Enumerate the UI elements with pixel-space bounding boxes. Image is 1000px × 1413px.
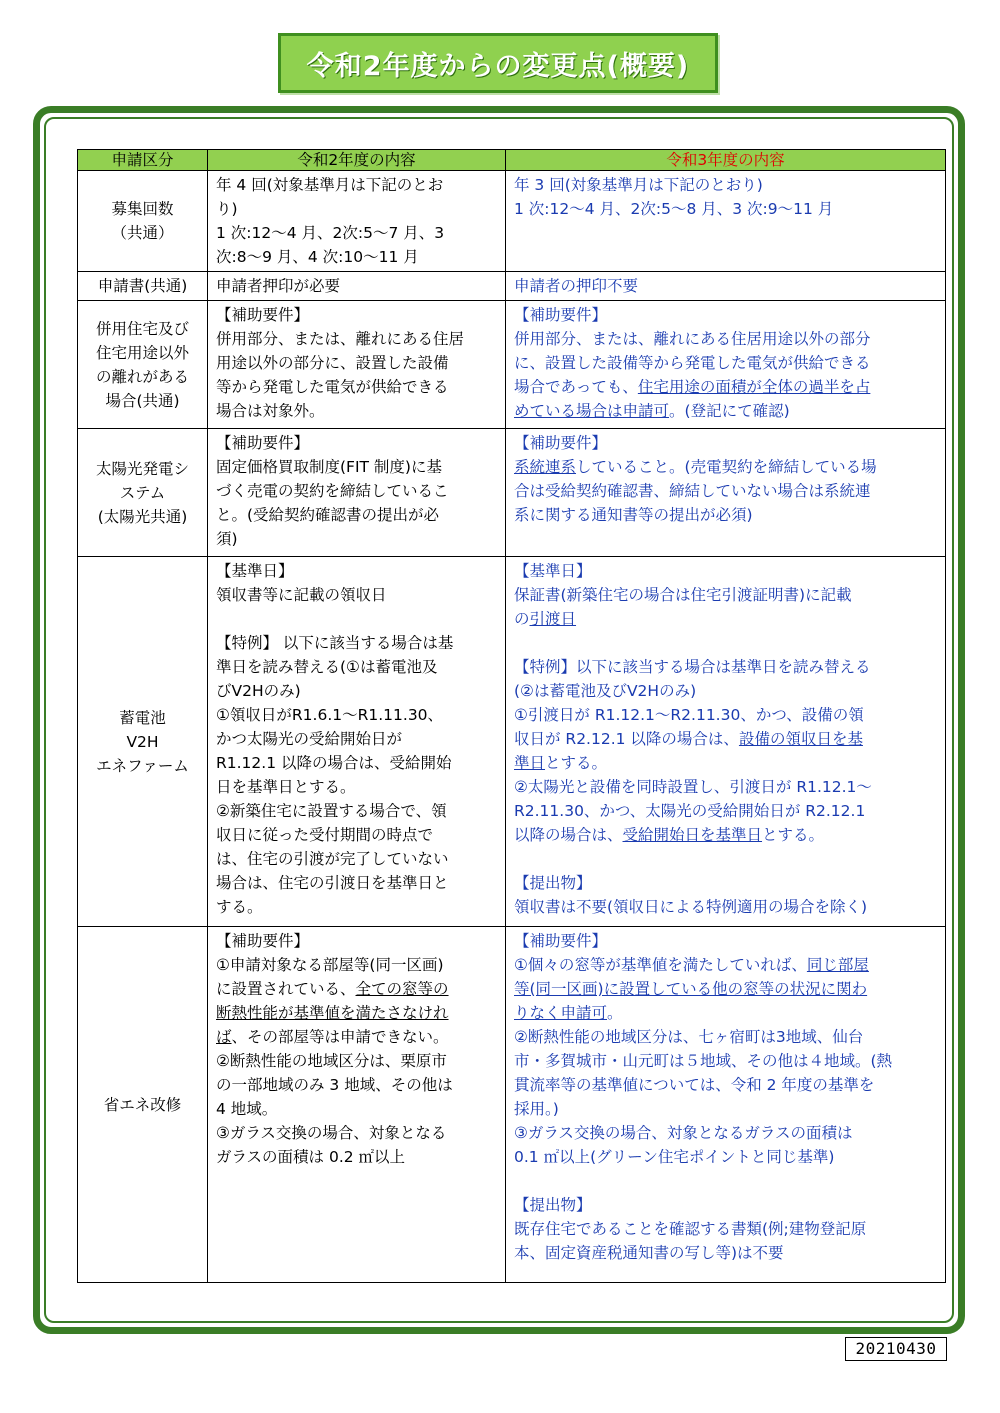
content-line: 等から発電した電気が供給できる xyxy=(216,378,449,396)
comparison-table xyxy=(77,149,946,1283)
content-line: ガラスの面積は 0.2 ㎡以上 xyxy=(216,1148,406,1166)
content-line: 用途以外の部分に、設置した設備 xyxy=(216,354,449,372)
content-line xyxy=(514,847,937,871)
content-line: ②新築住宅に設置する場合で、領 xyxy=(216,802,447,820)
content-line: 収日が R2.12.1 以降の場合は、設備の領収日を基 xyxy=(514,730,863,748)
content-line: 【提出物】 xyxy=(514,874,592,892)
content-line xyxy=(216,607,497,631)
content-line: ①申請対象なる部屋等(同一区画) xyxy=(216,956,444,974)
content-line: 1 次:12～4 月、2次:5～7 月、3 xyxy=(216,224,445,242)
content-line: 準日とする。 xyxy=(514,754,608,772)
content-line: に設置されている、全ての窓等の xyxy=(216,980,449,998)
content-line: 【特例】以下に該当する場合は基準日を読み替える xyxy=(514,658,871,676)
content-line: の一部地域のみ 3 地域、その他は xyxy=(216,1076,453,1094)
content-line xyxy=(514,631,937,655)
category-line: 募集回数 xyxy=(111,200,174,218)
content-line: 【補助要件】 xyxy=(216,932,310,950)
content-line: 【特例】 以下に該当する場合は基 xyxy=(216,634,454,652)
content-line: 以降の場合は、受給開始日を基準日とする。 xyxy=(514,826,825,844)
content-line: 場合は対象外。 xyxy=(216,402,325,420)
content-line: 0.1 ㎡以上(グリーン住宅ポイントと同じ基準) xyxy=(514,1148,835,1166)
content-line: ②断熱性能の地域区分は、七ヶ宿町は3地域、仙台 xyxy=(514,1028,864,1046)
category-cell xyxy=(78,171,208,272)
content-line: めている場合は申請可。(登記にて確認) xyxy=(514,402,790,420)
content-line: ①領収日がR1.6.1～R1.11.30、 xyxy=(216,706,444,724)
content-line: 年 3 回(対象基準月は下記のとおり) xyxy=(514,176,763,194)
r3-content-cell xyxy=(506,171,946,272)
category-line: 蓄電池 xyxy=(119,708,166,727)
content-line: ①個々の窓等が基準値を満たしていれば、同じ部屋 xyxy=(514,956,869,974)
category-line: (太陽光共通) xyxy=(97,507,188,526)
content-line: 領収書は不要(領収日による特例適用の場合を除く) xyxy=(514,898,868,916)
category-cell xyxy=(78,301,208,429)
content-line: りなく申請可。 xyxy=(514,1004,623,1022)
category-line: ステム xyxy=(119,483,166,502)
content-line: 市・多賀城市・山元町は５地域、その他は４地域。(熱 xyxy=(514,1052,893,1070)
table-row xyxy=(78,171,946,272)
content-line: ③ガラス交換の場合、対象となるガラスの面積は xyxy=(514,1124,853,1142)
content-line: 断熱性能が基準値を満たさなけれ xyxy=(216,1004,449,1022)
table-row xyxy=(78,429,946,557)
header-r2: 令和2年度の内容 xyxy=(208,150,506,171)
content-line: 採用。) xyxy=(514,1100,559,1118)
category-cell xyxy=(78,272,208,301)
content-line: 次:8～9 月、4 次:10～11 月 xyxy=(216,248,419,266)
category-cell xyxy=(78,429,208,557)
content-line: 収日に従った受付期間の時点で xyxy=(216,826,434,844)
r2-content-cell xyxy=(208,429,506,557)
content-line: ①引渡日が R1.12.1～R2.11.30、かつ、設備の領 xyxy=(514,706,864,724)
content-line: づく売電の契約を締結しているこ xyxy=(216,482,449,500)
table-header-row xyxy=(78,150,946,171)
content-line: 固定価格買取制度(FIT 制度)に基 xyxy=(216,458,442,476)
r2-content-cell xyxy=(208,927,506,1283)
table-row xyxy=(78,557,946,927)
table-row xyxy=(78,927,946,1283)
content-line: 4 地域。 xyxy=(216,1100,278,1118)
content-line: 【提出物】 xyxy=(514,1196,592,1214)
content-line: ば、その部屋等は申請できない。 xyxy=(216,1028,449,1046)
title-banner xyxy=(278,33,718,93)
content-line: する。 xyxy=(216,898,263,916)
content-line: 【基準日】 xyxy=(216,562,294,580)
table-row xyxy=(78,301,946,429)
content-line: 等(同一区画)に設置している他の窓等の状況に関わ xyxy=(514,980,868,998)
category-line: 場合(共通) xyxy=(105,391,180,410)
content-line: 【補助要件】 xyxy=(514,306,608,324)
content-line: 【補助要件】 xyxy=(514,932,608,950)
content-line: R1.12.1 以降の場合は、受給開始 xyxy=(216,754,452,772)
content-line: 【補助要件】 xyxy=(216,434,310,452)
content-line: 領収書等に記載の領収日 xyxy=(216,586,387,604)
category-line: エネファーム xyxy=(96,756,189,775)
content-line: 【基準日】 xyxy=(514,562,592,580)
category-line: 申請書(共通) xyxy=(97,277,188,295)
r2-content-cell xyxy=(208,171,506,272)
header-r3: 令和3年度の内容 xyxy=(506,150,946,171)
category-cell xyxy=(78,927,208,1283)
category-line: 住宅用途以外 xyxy=(95,343,189,362)
content-line: ②太陽光と設備を同時設置し、引渡日が R1.12.1～ xyxy=(514,778,872,796)
r3-content-cell xyxy=(506,301,946,429)
content-line: 申請者の押印不要 xyxy=(514,277,639,295)
r2-content-cell xyxy=(208,272,506,301)
category-line: 太陽光発電シ xyxy=(95,459,189,478)
category-line: （共通） xyxy=(111,224,174,242)
content-line: 【補助要件】 xyxy=(216,306,310,324)
r3-content-cell xyxy=(506,927,946,1283)
r3-content-cell xyxy=(506,429,946,557)
content-line: 準日を読み替える(①は蓄電池及 xyxy=(216,658,438,676)
content-line: の引渡日 xyxy=(514,610,577,628)
category-line: 省エネ改修 xyxy=(103,1095,182,1114)
r3-content-cell xyxy=(506,557,946,927)
page-title: 令和2年度からの変更点(概要) xyxy=(306,50,690,82)
content-line: 【補助要件】 xyxy=(514,434,608,452)
content-line: 保証書(新築住宅の場合は住宅引渡証明書)に記載 xyxy=(514,586,852,604)
content-line: 年 4 回(対象基準月は下記のとお xyxy=(216,176,444,194)
r2-content-cell xyxy=(208,557,506,927)
content-line: は、住宅の引渡が完了していない xyxy=(216,850,449,868)
content-line: ③ガラス交換の場合、対象となる xyxy=(216,1124,447,1142)
category-line: V2H xyxy=(126,732,159,751)
content-line: 日を基準日とする。 xyxy=(216,778,356,796)
content-line: 合は受給契約確認書、締結していない場合は系統連 xyxy=(514,482,871,500)
content-line: 1 次:12～4 月、2次:5～8 月、3 次:9～11 月 xyxy=(514,200,834,218)
content-line: びV2Hのみ) xyxy=(216,682,301,700)
content-line: り) xyxy=(216,200,238,218)
content-line: 既存住宅であることを確認する書類(例;建物登記原 xyxy=(514,1220,867,1238)
content-line: 系に関する通知書等の提出が必須) xyxy=(514,506,753,524)
content-line: 貫流率等の基準値については、令和 2 年度の基準を xyxy=(514,1076,875,1094)
content-line: 場合は、住宅の引渡日を基準日と xyxy=(216,874,449,892)
content-line: に、設置した設備等から発電した電気が供給できる xyxy=(514,354,871,372)
content-line: 系統連系していること。(売電契約を締結している場 xyxy=(514,458,877,476)
content-line: R2.11.30、かつ、太陽光の受給開始日が R2.12.1 xyxy=(514,802,866,820)
header-category: 申請区分 xyxy=(78,150,208,171)
content-line: 申請者押印が必要 xyxy=(216,277,341,295)
category-line: の離れがある xyxy=(95,367,189,386)
content-line: 須) xyxy=(216,530,238,548)
r3-content-cell xyxy=(506,272,946,301)
content-line: 場合であっても、住宅用途の面積が全体の過半を占 xyxy=(514,378,871,396)
content-line: かつ太陽光の受給開始日が xyxy=(216,730,403,748)
content-line: 併用部分、または、離れにある住居用途以外の部分 xyxy=(514,330,871,348)
date-stamp: 20210430 xyxy=(845,1337,947,1361)
content-line xyxy=(514,1169,937,1193)
category-line: 併用住宅及び xyxy=(95,319,189,338)
r2-content-cell xyxy=(208,301,506,429)
content-line: 本、固定資産税通知書の写し等)は不要 xyxy=(514,1244,784,1262)
category-cell xyxy=(78,557,208,927)
content-line: (②は蓄電池及びV2Hのみ) xyxy=(514,682,697,700)
content-line: ②断熱性能の地域区分は、栗原市 xyxy=(216,1052,447,1070)
content-line: と。(受給契約確認書の提出が必 xyxy=(216,506,440,524)
content-line: 併用部分、または、離れにある住居 xyxy=(216,330,465,348)
table-row xyxy=(78,272,946,301)
